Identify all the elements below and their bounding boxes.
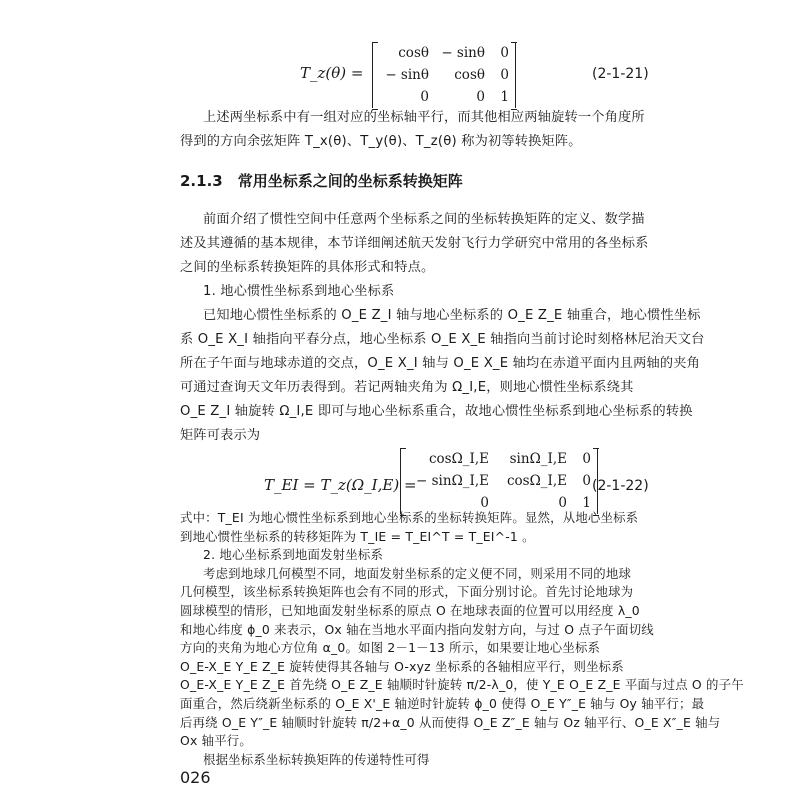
para4-line-2: 到地心惯性坐标系的转移矩阵为 T_IE = T_EI^T = T_EI^-1 。 — [180, 528, 535, 544]
eq2-m33: 1 — [582, 495, 591, 511]
para5-line-10: Ox 轴平行。 — [180, 733, 252, 749]
para3-line-1: 已知地心惯性坐标系的 O_E Z_I 轴与地心坐标系的 O_E Z_E 轴重合，地心惯性坐标 — [203, 308, 701, 323]
para5-line-5: 方向的夹角为地心方位角 α_0。如图 2－1－13 所示，如果要让地心坐标系 — [180, 640, 601, 656]
para2-line-3: 之间的坐标系转换矩阵的具体形式和特点。 — [180, 260, 435, 275]
para5-line-7: O_E-X_E Y_E Z_E 首先绕 O_E Z_E 轴顺时针旋转 π/2-λ_0，使 Y_E O_E Z_E 平面与过点 O 的子午 — [180, 677, 744, 693]
para2-line-1: 前面介绍了惯性空间中任意两个坐标系之间的坐标转换矩阵的定义、数学描 — [203, 212, 645, 227]
eq2-m32: 0 — [558, 495, 567, 511]
eq2-m21: − sinΩ_I,E — [416, 473, 489, 489]
para1-line-2: 得到的方向余弦矩阵 T_x(θ)、T_y(θ)、T_z(θ) 称为初等转换矩阵。 — [180, 134, 582, 149]
para3-line-4: 可通过查询天文年历表得到。若记两轴夹角为 Ω_I,E，则地心惯性坐标系绕其 — [180, 380, 634, 395]
para3-line-2: 系 O_E X_I 轴指向平春分点，地心坐标系 O_E X_E 轴指向当前讨论时刻格林尼治天文台 — [180, 332, 705, 347]
eq1-m23: 0 — [500, 67, 509, 83]
eq2-m31: 0 — [480, 495, 489, 511]
para2-line-2: 述及其遵循的基本规律，本节详细阐述航天发射飞行力学研究中常用的各坐标系 — [180, 236, 649, 251]
para5-line-8: 面重合，然后绕新坐标系的 O_E X'_E 轴逆时针旋转 ϕ_0 使得 O_E Y″_E 轴与 Oy 轴平行；最 — [180, 696, 705, 711]
para4-line-1: 式中：T_EI 为地心惯性坐标系到地心坐标系的坐标转换矩阵。显然，从地心坐标系 — [180, 510, 639, 525]
eq1-m31: 0 — [420, 89, 429, 105]
para5-line-4: 和地心纬度 ϕ_0 来表示，Ox 轴在当地水平面内指向发射方向，与过 O 点子午面切线 — [180, 621, 654, 637]
subsection-1-title: 1. 地心惯性坐标系到地心坐标系 — [203, 284, 395, 299]
subsection-2-title: 2. 地心坐标系到地面发射坐标系 — [203, 547, 384, 563]
eq2-m13: 0 — [582, 451, 591, 467]
eq1-m33: 1 — [500, 89, 509, 105]
section-heading: 2.1.3 常用坐标系之间的坐标系转换矩阵 — [180, 172, 463, 190]
para5-line-2: 几何模型，该坐标系转换矩阵也会有不同的形式，下面分别讨论。首先讨论地球为 — [180, 584, 634, 600]
eq2-m22: cosΩ_I,E — [506, 473, 567, 489]
para5-line-3: 圆球模型的情形，已知地面发射坐标系的原点 O 在地球表面的位置可以用经度 λ_0 — [180, 603, 640, 618]
para3-line-6: 矩阵可表示为 — [180, 428, 261, 443]
eq1-m21: − sinθ — [385, 67, 429, 83]
page-number: 026 — [180, 768, 211, 787]
eq1-number: (2-1-21) — [592, 66, 649, 82]
eq2-m23: 0 — [582, 473, 591, 489]
para5-line-1: 考虑到地球几何模型不同，地面发射坐标系的定义便不同，则采用不同的地球 — [203, 565, 632, 581]
eq2-m12: sinΩ_I,E — [509, 451, 567, 467]
eq1-m11: cosθ — [398, 45, 429, 61]
para5-line-9: 后再绕 O_E Y″_E 轴顺时针旋转 π/2+α_0 从而使得 O_E Z″_E 轴与 Oz 轴平行、O_E X″_E 轴与 — [180, 714, 721, 730]
eq2-lhs: T_EI = T_z(Ω_I,E) = — [264, 476, 417, 494]
eq1-m12: − sinθ — [441, 45, 485, 61]
eq2-m11: cosΩ_I,E — [428, 451, 489, 467]
eq1-m22: cosθ — [454, 67, 485, 83]
eq1-matrix — [372, 42, 516, 108]
para5-line-6: O_E-X_E Y_E Z_E 旋转使得其各轴与 O-xyz 坐标系的各轴相应平行，则坐标系 — [180, 658, 624, 674]
para6-line: 根据坐标系坐标转换矩阵的传递特性可得 — [203, 751, 430, 767]
eq2-number: (2-1-22) — [592, 478, 649, 494]
eq2-matrix — [400, 448, 598, 514]
para3-line-5: O_E Z_I 轴旋转 Ω_I,E 即可与地心坐标系重合，故地心惯性坐标系到地心坐标系的转换 — [180, 404, 693, 419]
eq1-lhs: T_z(θ) = — [300, 64, 364, 82]
eq1-m13: 0 — [500, 45, 509, 61]
eq1-m32: 0 — [476, 89, 485, 105]
para3-line-3: 所在子午面与地球赤道的交点，O_E X_I 轴与 O_E X_E 轴均在赤道平面内且两轴的夹角 — [180, 356, 701, 371]
para1-line-1: 上述两坐标系中有一组对应的坐标轴平行，而其他相应两轴旋转一个角度所 — [203, 110, 645, 125]
